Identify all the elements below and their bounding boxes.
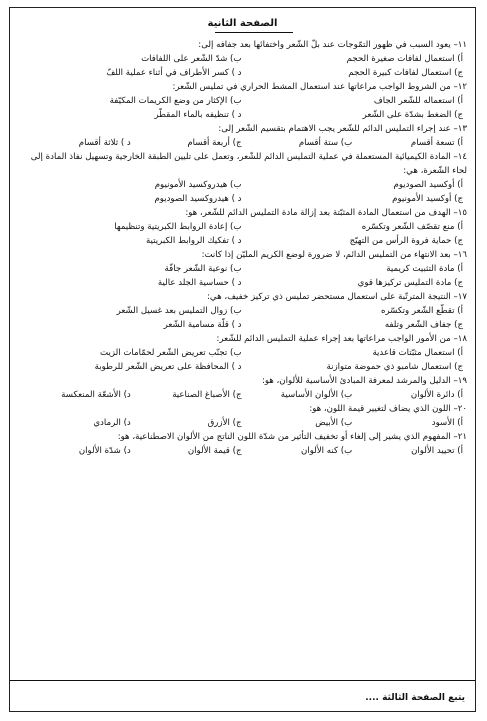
answer-option[interactable]: ج) أربعة أقسام [187, 138, 242, 148]
page-title: الصفحة الثانية [207, 18, 278, 29]
answer-option[interactable]: أ) مادة التثبيت كريمية [386, 264, 463, 274]
question [20, 402, 467, 430]
answer-option[interactable]: أ) استعمال لفافات صغيرة الحجم [346, 54, 463, 64]
answer-options [20, 178, 467, 206]
answer-options [20, 220, 467, 248]
question [20, 430, 467, 458]
answer-option[interactable]: ج) استعمال لفافات كبيرة الحجم [348, 68, 463, 78]
answer-option[interactable]: ب) تجنّب تعريض الشّعر لحمّامات الزيت [100, 348, 242, 358]
answer-options [20, 416, 467, 430]
question-text: ١٤– المادة الكيميائية المستعملة في عملية التمليس الدائم للشّعر، وتعمل على تليين الطبقة الخارجية وتسهيل نفاذ المادة إلى لحاء الشّعرة، هي: [30, 152, 467, 176]
question-text: ١٢– من الشروط الواجب مراعاتها عند استعمال المشط الحراري في تمليس الشّعر: [172, 82, 467, 92]
answer-option[interactable]: أ) استعماله للشّعر الجاف [373, 96, 463, 106]
answer-option[interactable]: ب) زوال التمليس بعد غسيل الشّعر [116, 306, 242, 316]
answer-option[interactable]: أ) تحييد الألوان [411, 446, 463, 456]
answer-option[interactable]: أ) منع تقصّف الشّعر وتكسّره [361, 222, 463, 232]
answer-option[interactable]: أ) استعمال مثبّتات قاعدية [372, 348, 463, 358]
question [20, 332, 467, 374]
answer-option[interactable]: د) الأشعّة المنعكسة [61, 390, 131, 400]
answer-option[interactable]: ب) الأبيض [315, 418, 353, 428]
answer-option[interactable]: د) شدّة الألوان [78, 446, 131, 456]
answer-option[interactable]: د ) حساسية الجلد عالية [157, 278, 242, 288]
answer-option[interactable]: د ) المحافظة على تعريض الشّعر للرطوبة [94, 362, 242, 372]
answer-option[interactable]: ج) جفاف الشّعر وتلفه [384, 320, 463, 330]
answer-option[interactable]: ب) شدّ الشّعر على اللفافات [141, 54, 242, 64]
answer-option[interactable]: ج) مادة التمليس تركيزها قوي [357, 278, 463, 288]
answer-option[interactable]: ج) حماية فروة الرأس من التهيّج [349, 236, 463, 246]
answer-option[interactable]: د) الرمادي [93, 418, 131, 428]
answer-option[interactable]: د ) ثلاثة أقسام [78, 138, 131, 148]
answer-options [20, 304, 467, 332]
answer-option[interactable]: ج) الضغط بشدّة على الشّعر [362, 110, 463, 120]
answer-options [20, 136, 467, 150]
answer-option[interactable]: أ) الأسود [431, 418, 463, 428]
page-frame [9, 7, 476, 712]
answer-option[interactable]: ج) أوكسيد الأمونيوم [392, 194, 463, 204]
answer-options [20, 346, 467, 374]
continuation-note: يتبع الصفحة الثالثة .... [365, 693, 465, 703]
answer-options [20, 444, 467, 458]
answer-option[interactable]: ب) هيدروكسيد الأمونيوم [154, 180, 242, 190]
question [20, 290, 467, 332]
question-text: ١٣– عند إجراء التمليس الدائم للشّعر يجب الاهتمام بتقسيم الشّعر إلى: [218, 124, 467, 134]
question-text: ١٦– بعد الانتهاء من التمليس الدائم، لا ضرورة لوضع الكريم المليّن إذا كانت: [201, 250, 467, 260]
answer-option[interactable]: أ) تقطّع الشّعر وتكسّره [380, 306, 463, 316]
answer-option[interactable]: د ) تفكيك الروابط الكبريتية [145, 236, 242, 246]
question-text: ١٧– النتيجة المترتّبة على استعمال مستحضر تمليس ذي تركيز خفيف، هي: [207, 292, 467, 302]
question [20, 80, 467, 122]
answer-options [20, 262, 467, 290]
answer-options [20, 52, 467, 80]
answer-option[interactable]: ب) كنه الألوان [301, 446, 353, 456]
answer-option[interactable]: ب) الإكثار من وضع الكريمات المكيّفة [109, 96, 242, 106]
question-text: ٢١– المفهوم الذي يشير إلى إلغاء أو تخفيف التأثير من شدّة اللون الناتج من الألوان الاصطناعية، هو: [117, 432, 467, 442]
question [20, 206, 467, 248]
answer-option[interactable]: د ) تنظيفه بالماء المقطّر [154, 110, 242, 120]
answer-option[interactable]: أ) أوكسيد الصوديوم [393, 180, 463, 190]
answer-option[interactable]: ج) استعمال شامبو ذي حموضة متوازنة [326, 362, 463, 372]
answer-option[interactable]: ب) الألوان الأساسية [280, 390, 353, 400]
answer-option[interactable]: ب) نوعية الشّعر جافّة [164, 264, 242, 274]
question-text: ١٥– الهدف من استعمال المادة المثبّتة بعد إزالة مادة التمليس الدائم للشّعر، هو: [185, 208, 467, 218]
answer-option[interactable]: د ) كسر الأطراف في أثناء عملية اللفّ [106, 68, 242, 78]
question [20, 248, 467, 290]
answer-options [20, 388, 467, 402]
footer-divider [10, 680, 475, 681]
answer-option[interactable]: ج) قيمة الألوان [187, 446, 242, 456]
answer-option[interactable]: ج) الأصباغ الصناعية [172, 390, 242, 400]
answer-option[interactable]: د ) قلّة مسامية الشّعر [163, 320, 242, 330]
title-underline [215, 32, 293, 33]
answer-option[interactable]: ب) إعادة الروابط الكبريتية وتنظيمها [114, 222, 242, 232]
answer-option[interactable]: أ) تسعة أقسام [410, 138, 463, 148]
questions-list [10, 38, 475, 458]
question-text: ١٩– الدليل والمرشد لمعرفة المبادئ الأساسية للألوان، هو: [261, 376, 467, 386]
question [20, 374, 467, 402]
question [20, 38, 467, 80]
answer-option[interactable]: أ) دائرة الألوان [410, 390, 463, 400]
answer-option[interactable]: ج) الأزرق [207, 418, 242, 428]
answer-options [20, 94, 467, 122]
question-text: ١٨– من الأمور الواجب مراعاتها بعد إجراء عملية التمليس الدائم للشّعر: [216, 334, 467, 344]
answer-option[interactable]: د ) هيدروكسيد الصوديوم [154, 194, 242, 204]
answer-option[interactable]: ب) ستة أقسام [298, 138, 353, 148]
question-text: ١١– يعود السبب في ظهور التمّوجات عند بلّ الشّعر واختفائها بعد جفافه إلى: [198, 40, 467, 50]
question-text: ٢٠– اللون الذي يضاف لتغيير قيمة اللون، هو: [309, 404, 467, 414]
question [20, 122, 467, 150]
question [20, 150, 467, 206]
